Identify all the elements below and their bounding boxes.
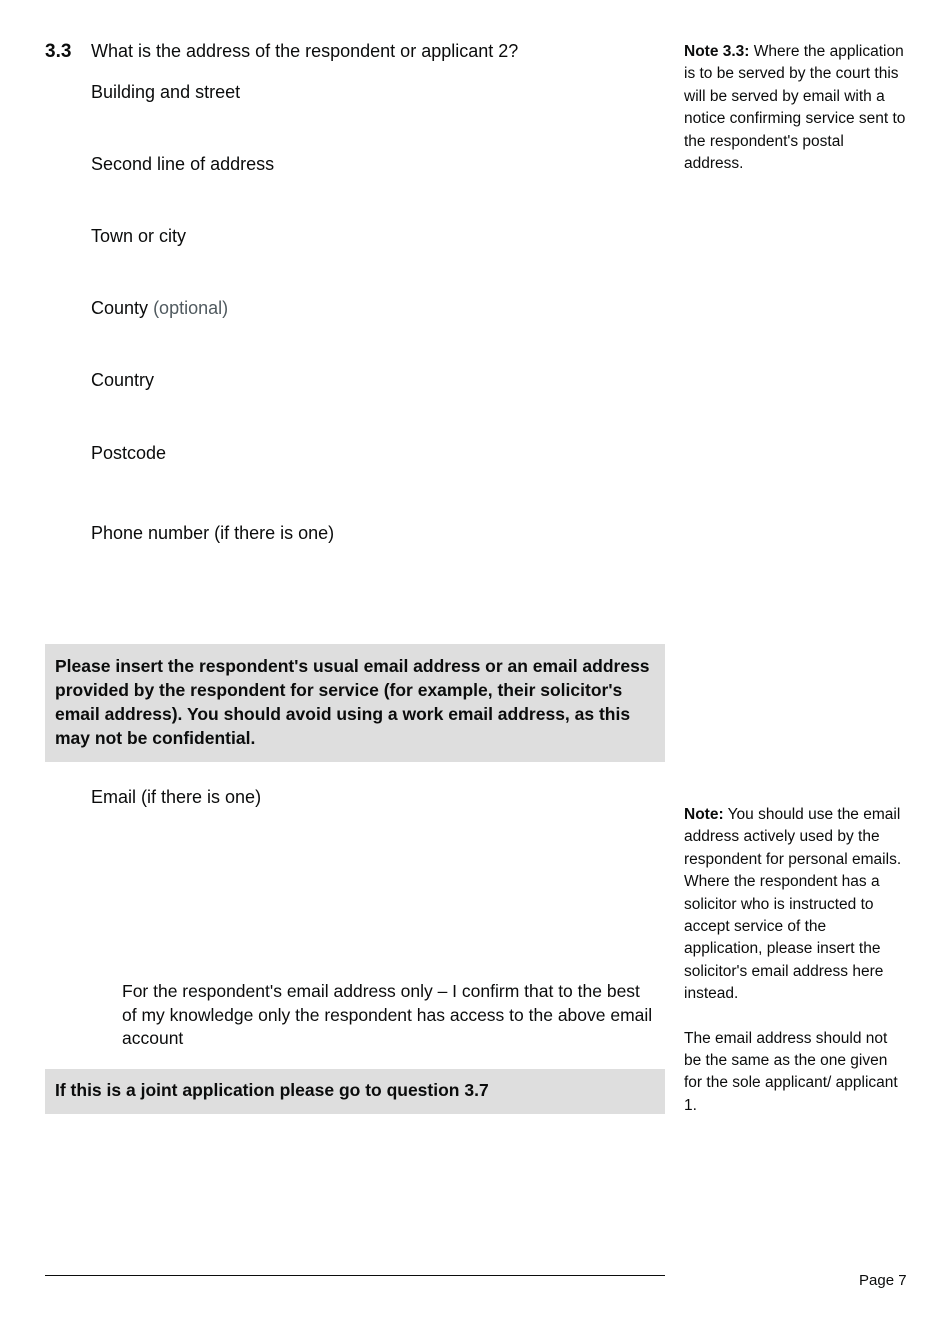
email-note [684,804,906,1117]
country-label: Country [91,370,155,390]
email-note-text: You should use the email address actively used by the respondent for personal emails. Where the respondent has a solicitor who is instructed to accept service of the application, please insert the solicitor's email address here instead. [684,806,902,1003]
second-line-label: Second line of address [91,154,275,174]
county-label [91,298,228,319]
email-note-label: Note: [684,806,724,823]
county-optional-hint: (optional) [153,298,229,318]
email-info-box: Please insert the respondent's usual email address or an email address provided by the respondent for service (for example, their solicitor's email address). You should avoid using a work email address, as this may not be confidential. [45,644,665,762]
page-number: Page 7 [859,1272,907,1289]
building-street-label: Building and street [91,82,241,102]
note-3-3 [684,41,906,175]
phone-label: Phone number (if there is one) [91,523,335,543]
note-3-3-text: Where the application is to be served by the court this will be served by email with a notice confirming service sent to the respondent's postal address. [684,43,906,173]
joint-application-box: If this is a joint application please go to question 3.7 [45,1069,665,1114]
town-label: Town or city [91,226,187,246]
postcode-label: Postcode [91,443,167,463]
confirm-checkbox[interactable] [89,982,115,1008]
question-number: 3.3 [45,41,72,62]
email-label: Email (if there is one) [91,787,262,807]
footer-divider [45,1275,665,1276]
county-text: County [91,298,149,318]
note-3-3-label: Note 3.3: [684,43,750,60]
question-text: What is the address of the respondent or applicant 2? [91,41,519,61]
email-note-text-2: The email address should not be the same as the one given for the sole applicant/ applicant 1. [684,1029,898,1114]
confirm-text: For the respondent's email address only – I confirm that to the best of my knowledge only the respondent has access to the above email account [122,981,653,1048]
